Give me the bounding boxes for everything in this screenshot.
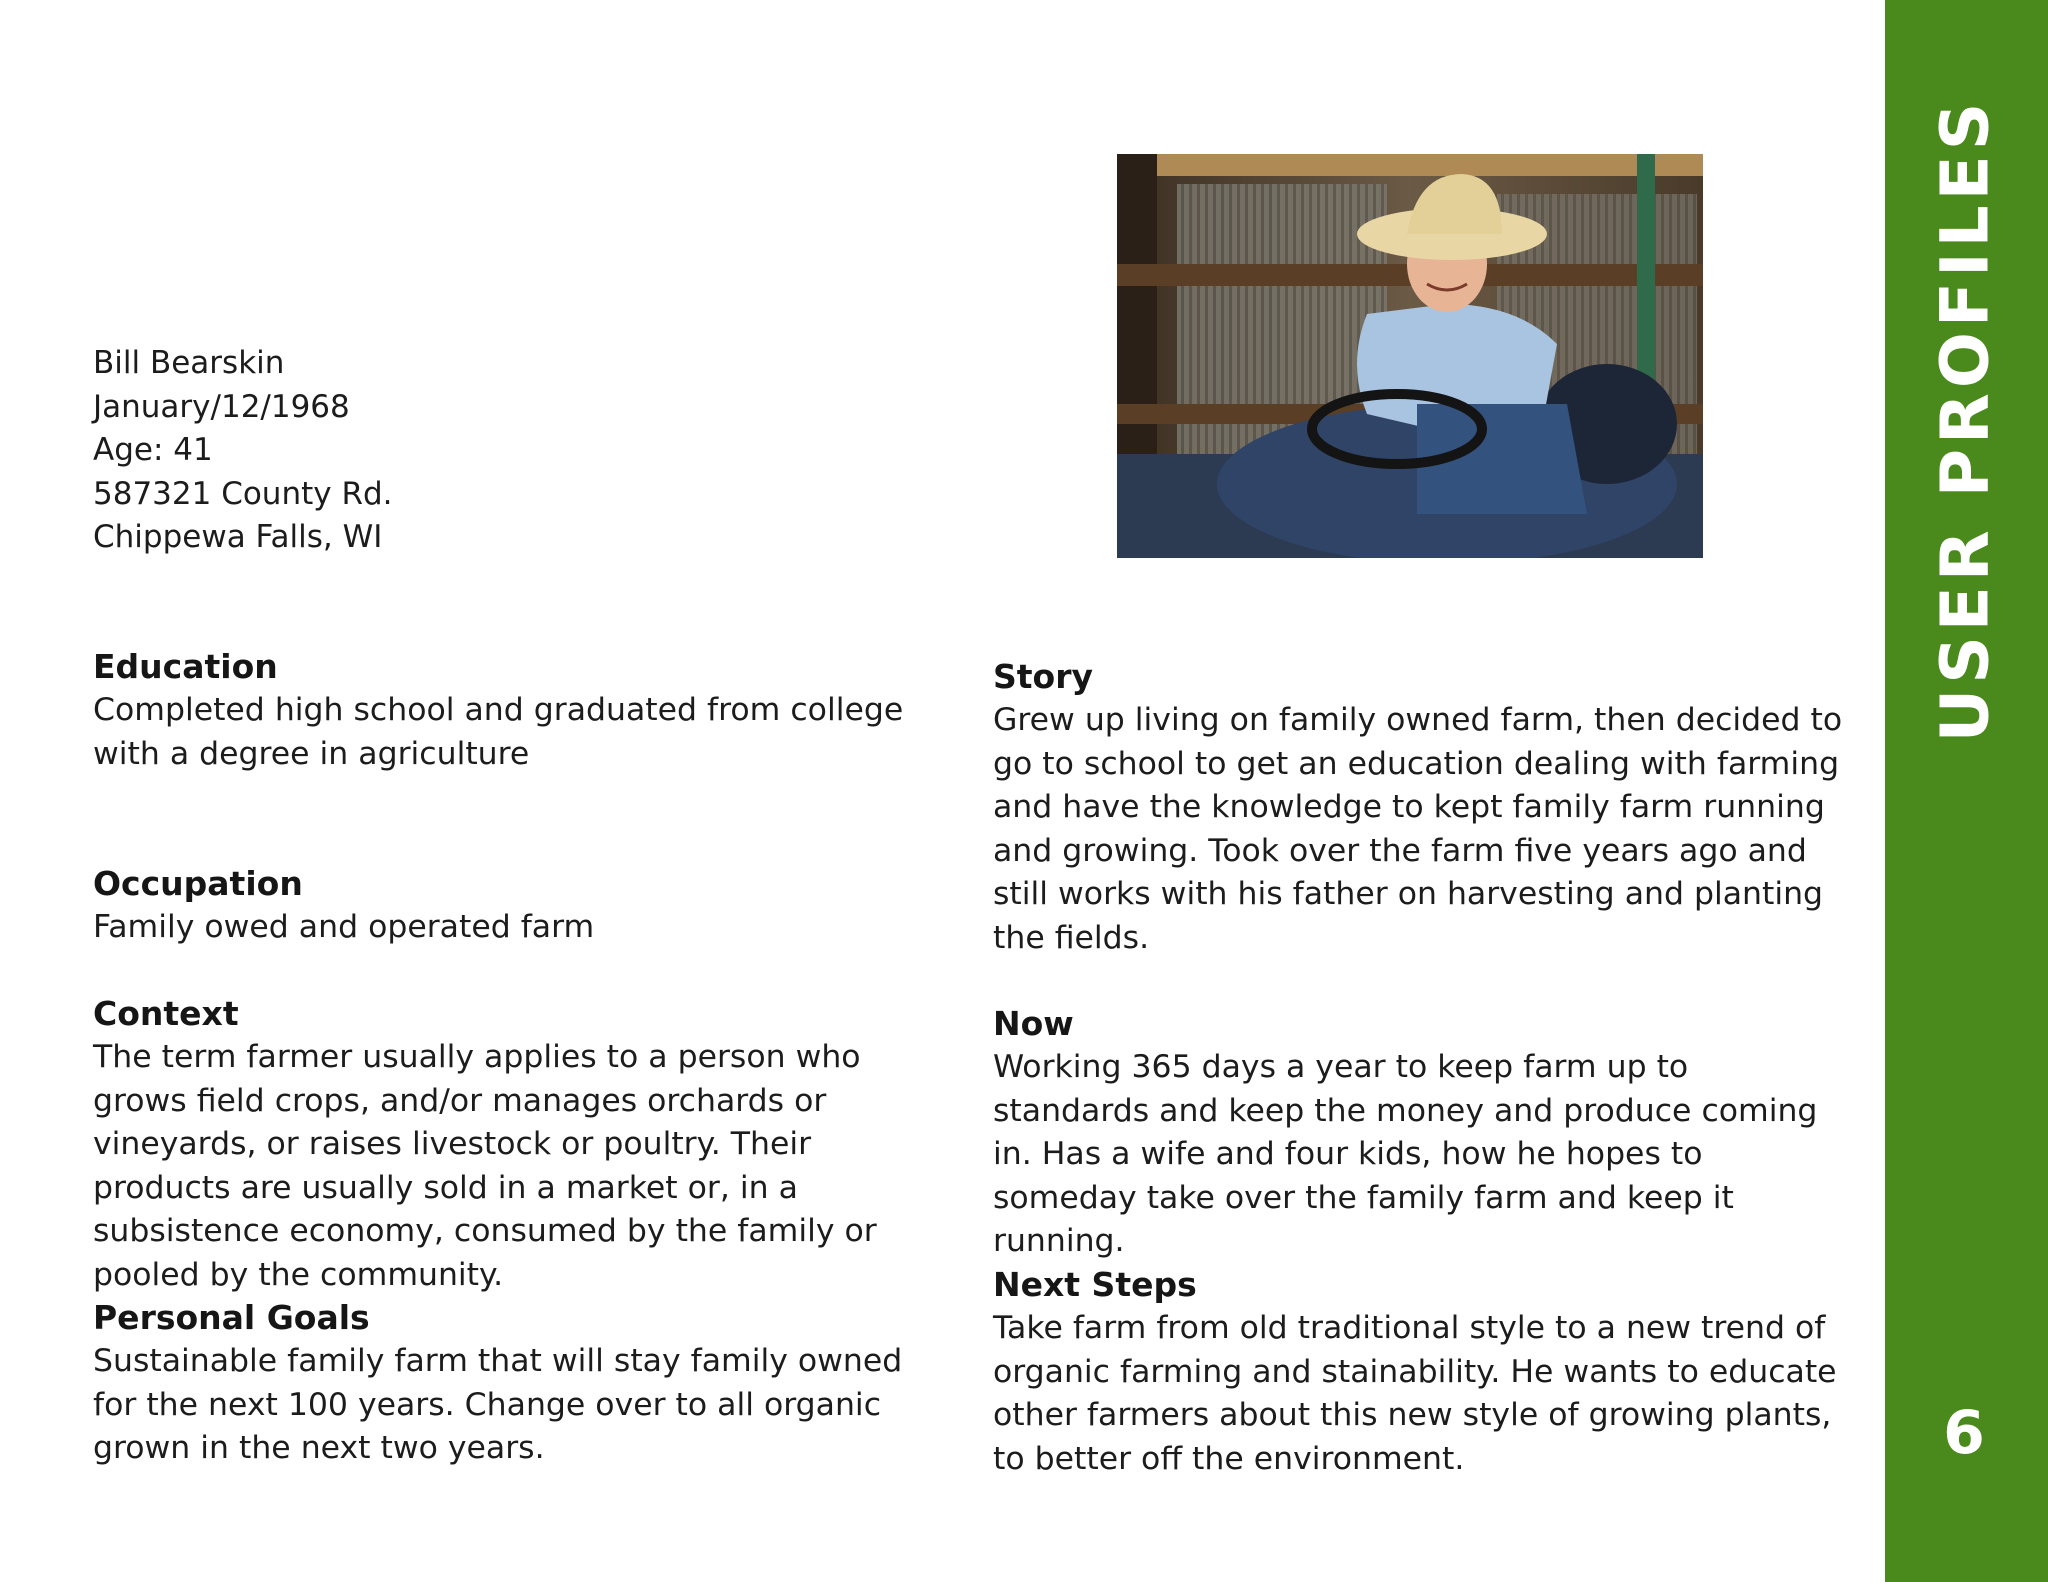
profile-name: Bill Bearskin — [93, 345, 285, 381]
now-text: Working 365 days a year to keep farm up to standards and keep the money and produce coming in. Has a wife and four kids, how he hopes to someday take over the family farm and keep it running. — [993, 1049, 1818, 1259]
education-text: Completed high school and graduated from college with a degree in agriculture — [93, 692, 904, 772]
next-steps-heading: Next Steps — [993, 1265, 1197, 1304]
profile-address-line2: Chippewa Falls, WI — [93, 519, 383, 555]
next-steps-section — [993, 1263, 1853, 1481]
profile-birth-date: January/12/1968 — [93, 388, 350, 425]
context-heading: Context — [93, 994, 239, 1033]
context-section — [93, 992, 943, 1297]
now-section — [993, 1002, 1853, 1264]
story-heading: Story — [993, 657, 1093, 696]
profile-age: Age: 41 — [93, 432, 213, 468]
personal-goals-text: Sustainable family farm that will stay family owned for the next 100 years. Change over to all organic grown in the next two years. — [93, 1343, 903, 1466]
farmer-photo — [1117, 154, 1703, 558]
education-section — [93, 645, 943, 776]
context-text: The term farmer usually applies to a person who grows field crops, and/or manages orchards or vineyards, or raises livestock or poultry. Their products are usually sold in a market or, in a subsistence economy, consumed by the family or pooled by the community. — [93, 1039, 877, 1293]
occupation-section — [93, 862, 943, 950]
contact-block — [93, 342, 393, 560]
personal-goals-heading: Personal Goals — [93, 1298, 370, 1337]
next-steps-text: Take farm from old traditional style to a new trend of organic farming and stainability. He wants to educate other farmers about this new style of growing plants, to better off the environment. — [993, 1310, 1837, 1477]
occupation-heading: Occupation — [93, 864, 303, 903]
education-heading: Education — [93, 647, 278, 686]
sidebar-title: USER PROFILES — [1926, 97, 2004, 743]
story-text: Grew up living on family owned farm, then decided to go to school to get an education dealing with farming and have the knowledge to kept family farm running and growing. Took over the farm five years ago and still works with his father on harvesting and planting the fields. — [993, 702, 1843, 956]
now-heading: Now — [993, 1004, 1074, 1043]
personal-goals-section — [93, 1296, 943, 1471]
profile-address-line1: 587321 County Rd. — [93, 475, 393, 512]
page-number: 6 — [1943, 1398, 1985, 1468]
story-section — [993, 655, 1853, 960]
occupation-text: Family owed and operated farm — [93, 909, 595, 945]
farmer-on-tractor-illustration — [1117, 154, 1703, 558]
